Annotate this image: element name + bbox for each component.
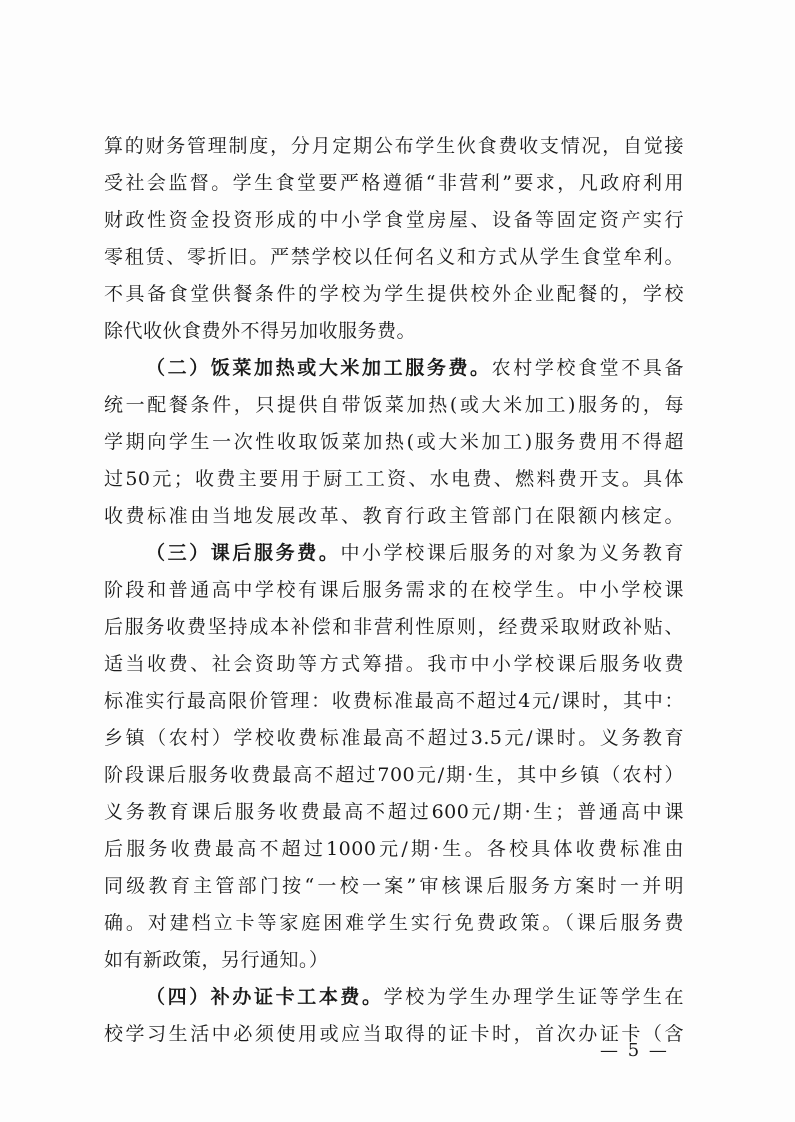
paragraph-line: 财政性资金投资形成的中小学食堂房屋、设备等固定资产实行 — [104, 209, 684, 231]
section-first-line — [104, 979, 684, 1016]
paragraph-line: 后服务收费最高不超过1000元/期·生。各校具体收费标准由 — [104, 838, 684, 860]
body-text — [104, 128, 684, 1053]
page-number: — 5 — — [600, 1040, 669, 1061]
paragraph-line: 零租赁、零折旧。严禁学校以任何名义和方式从学生食堂牟利。 — [104, 246, 684, 268]
section-text: 学校为学生办理学生证等学生在 — [383, 986, 684, 1008]
paragraph-line: 后服务收费坚持成本补偿和非营利性原则，经费采取财政补贴、 — [104, 616, 684, 638]
paragraph-line: 同级教育主管部门按“一校一案”审核课后服务方案时一并明 — [104, 875, 684, 897]
paragraph-line: 阶段和普通高中学校有课后服务需求的在校学生。中小学校课 — [104, 579, 684, 601]
section-heading: （四）补办证卡工本费。 — [146, 986, 384, 1008]
paragraph-line: 学期向学生一次性收取饭菜加热(或大米加工)服务费用不得超 — [104, 431, 684, 453]
section-first-line — [104, 535, 684, 572]
paragraph-line: 如有新政策，另行通知。） — [104, 949, 329, 971]
paragraph-line: 不具备食堂供餐条件的学校为学生提供校外企业配餐的，学校 — [104, 283, 684, 305]
paragraph-line: 收费标准由当地发展改革、教育行政主管部门在限额内核定。 — [104, 505, 684, 527]
paragraph-line: 除代收伙食费外不得另加收服务费。 — [104, 320, 417, 342]
paragraph-line: 受社会监督。学生食堂要严格遵循“非营利”要求，凡政府利用 — [104, 172, 684, 194]
section-text: 中小学校课后服务的对象为义务教育 — [340, 542, 684, 564]
paragraph-line: 统一配餐条件，只提供自带饭菜加热(或大米加工)服务的，每 — [104, 394, 684, 416]
paragraph-line: 标准实行最高限价管理：收费标准最高不超过4元/课时，其中： — [104, 690, 684, 712]
paragraph-line: 乡镇（农村）学校收费标准最高不超过3.5元/课时。义务教育 — [104, 727, 684, 749]
section-heading: （二）饭菜加热或大米加工服务费。 — [146, 357, 492, 379]
section-first-line — [104, 350, 684, 387]
section-heading: （三）课后服务费。 — [146, 542, 341, 564]
paragraph-line: 过50元；收费主要用于厨工工资、水电费、燃料费开支。具体 — [104, 468, 684, 490]
paragraph-line: 阶段课后服务收费最高不超过700元/期·生，其中乡镇（农村） — [104, 764, 684, 786]
paragraph-line: 算的财务管理制度，分月定期公布学生伙食费收支情况，自觉接 — [104, 135, 684, 157]
paragraph-line: 校学习生活中必须使用或应当取得的证卡时，首次办证卡（含 — [104, 1023, 684, 1045]
paragraph-line: 适当收费、社会资助等方式筹措。我市中小学校课后服务收费 — [104, 653, 684, 675]
paragraph-line: 义务教育课后服务收费最高不超过600元/期·生；普通高中课 — [104, 801, 684, 823]
paragraph-line: 确。对建档立卡等家庭困难学生实行免费政策。（课后服务费 — [104, 912, 684, 934]
section-text: 农村学校食堂不具备 — [491, 357, 684, 379]
